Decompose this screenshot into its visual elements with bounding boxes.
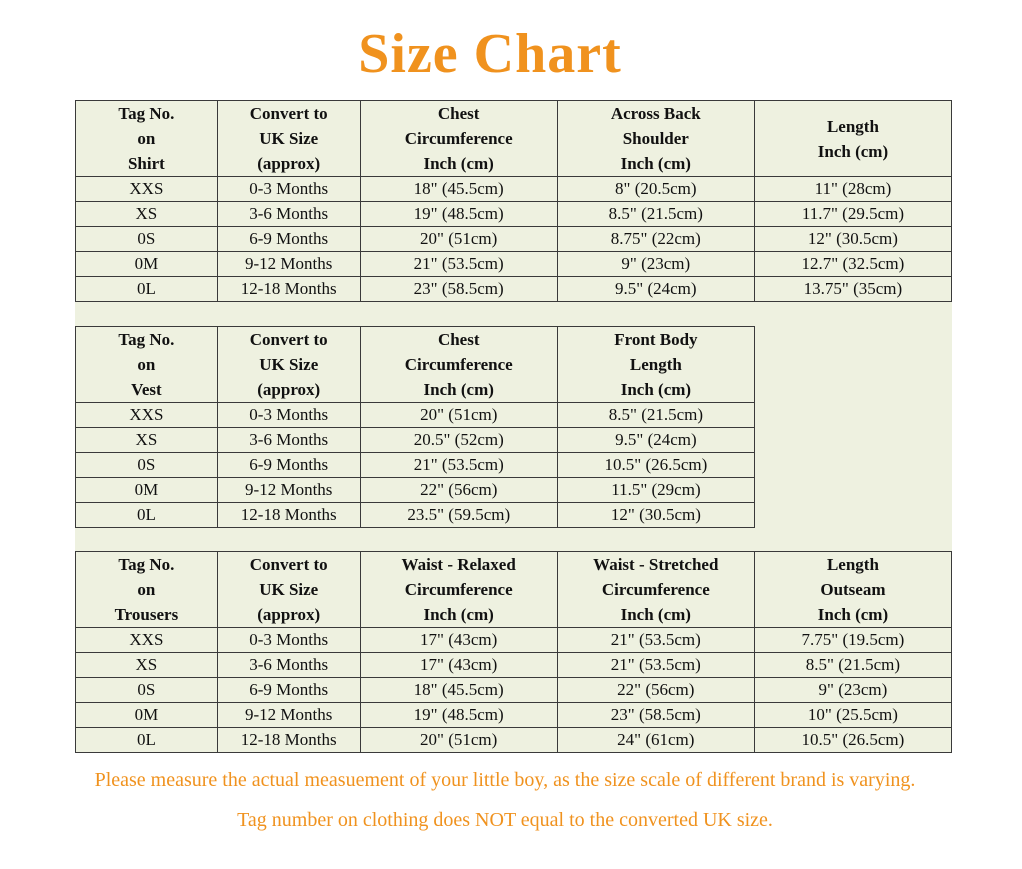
header-length: Length Inch (cm) (754, 101, 951, 177)
table-cell: 0S (76, 453, 218, 478)
spacer-band (75, 300, 952, 326)
table-cell: 22" (56cm) (557, 678, 754, 703)
table-cell: 6-9 Months (217, 453, 360, 478)
table-cell: 12-18 Months (217, 503, 360, 528)
table-cell: 13.75" (35cm) (754, 277, 951, 302)
header-tag-no: Tag No. on Shirt (76, 101, 218, 177)
table-cell: 11.7" (29.5cm) (754, 202, 951, 227)
table-cell: XS (76, 428, 218, 453)
table-cell: XXS (76, 177, 218, 202)
table-cell: 3-6 Months (217, 653, 360, 678)
table-row (76, 678, 952, 703)
table-cell: 19" (48.5cm) (360, 202, 557, 227)
table-cell: 9-12 Months (217, 703, 360, 728)
table-row (76, 628, 952, 653)
table-cell: 18" (45.5cm) (360, 678, 557, 703)
page-title: Size Chart (358, 23, 622, 85)
table-cell: 18" (45.5cm) (360, 177, 557, 202)
table-cell: XS (76, 653, 218, 678)
table-row (76, 252, 952, 277)
spacer-band (75, 525, 952, 551)
table-cell: 9.5" (24cm) (557, 277, 754, 302)
tag-number-note: Tag number on clothing does NOT equal to the converted UK size. (237, 809, 773, 831)
table-cell: 21" (53.5cm) (360, 252, 557, 277)
table-cell: 7.75" (19.5cm) (754, 628, 951, 653)
table-cell: 0-3 Months (217, 177, 360, 202)
table-row (76, 227, 952, 252)
vest-size-table (75, 326, 755, 528)
table-cell: 9" (23cm) (754, 678, 951, 703)
table-cell: 23" (58.5cm) (360, 277, 557, 302)
table-cell: 12-18 Months (217, 277, 360, 302)
table-cell: 12.7" (32.5cm) (754, 252, 951, 277)
table-cell: 0M (76, 252, 218, 277)
table-cell: 8.5" (21.5cm) (557, 403, 754, 428)
table-row (76, 503, 755, 528)
table-cell: 21" (53.5cm) (360, 453, 557, 478)
table-cell: 19" (48.5cm) (360, 703, 557, 728)
table-cell: 9-12 Months (217, 252, 360, 277)
table-cell: 20" (51cm) (360, 403, 557, 428)
table-cell: 0L (76, 277, 218, 302)
header-uk-size: Convert to UK Size (approx) (217, 327, 360, 403)
header-length-outseam: Length Outseam Inch (cm) (754, 552, 951, 628)
header-waist-stretched: Waist - Stretched Circumference Inch (cm) (557, 552, 754, 628)
table-cell: 11.5" (29cm) (557, 478, 754, 503)
table-header-row (76, 327, 755, 403)
header-chest: Chest Circumference Inch (cm) (360, 101, 557, 177)
table-header-row (76, 101, 952, 177)
table-cell: 3-6 Months (217, 428, 360, 453)
table-cell: 21" (53.5cm) (557, 628, 754, 653)
table-cell: 9.5" (24cm) (557, 428, 754, 453)
table-cell: 24" (61cm) (557, 728, 754, 753)
table-cell: 0-3 Months (217, 403, 360, 428)
table-row (76, 277, 952, 302)
table-cell: 8" (20.5cm) (557, 177, 754, 202)
header-across-back-shoulder: Across Back Shoulder Inch (cm) (557, 101, 754, 177)
table-cell: 0L (76, 728, 218, 753)
table-cell: XXS (76, 628, 218, 653)
table-cell: 17" (43cm) (360, 653, 557, 678)
table-row (76, 177, 952, 202)
table-row (76, 403, 755, 428)
table-row (76, 453, 755, 478)
table-cell: 12-18 Months (217, 728, 360, 753)
header-uk-size: Convert to UK Size (approx) (217, 552, 360, 628)
table-header-row (76, 552, 952, 628)
table-row (76, 202, 952, 227)
table-cell: 0-3 Months (217, 628, 360, 653)
table-row (76, 703, 952, 728)
table-cell: 3-6 Months (217, 202, 360, 227)
table-cell: XXS (76, 403, 218, 428)
table-cell: 20" (51cm) (360, 728, 557, 753)
table-cell: 6-9 Months (217, 678, 360, 703)
table-cell: XS (76, 202, 218, 227)
table-cell: 9-12 Months (217, 478, 360, 503)
table-cell: 8.5" (21.5cm) (754, 653, 951, 678)
table-row (76, 653, 952, 678)
table-cell: 20" (51cm) (360, 227, 557, 252)
header-chest: Chest Circumference Inch (cm) (360, 327, 557, 403)
table-cell: 0S (76, 227, 218, 252)
table-cell: 11" (28cm) (754, 177, 951, 202)
table-cell: 8.5" (21.5cm) (557, 202, 754, 227)
table-cell: 10" (25.5cm) (754, 703, 951, 728)
header-uk-size: Convert to UK Size (approx) (217, 101, 360, 177)
table-row (76, 728, 952, 753)
table-cell: 0M (76, 478, 218, 503)
table-cell: 0S (76, 678, 218, 703)
table-cell: 23.5" (59.5cm) (360, 503, 557, 528)
table-row (76, 478, 755, 503)
table-cell: 12" (30.5cm) (754, 227, 951, 252)
table-cell: 21" (53.5cm) (557, 653, 754, 678)
table-cell: 9" (23cm) (557, 252, 754, 277)
table-cell: 10.5" (26.5cm) (754, 728, 951, 753)
table-cell: 6-9 Months (217, 227, 360, 252)
table-cell: 20.5" (52cm) (360, 428, 557, 453)
trousers-size-table (75, 551, 952, 753)
table-cell: 23" (58.5cm) (557, 703, 754, 728)
table-cell: 8.75" (22cm) (557, 227, 754, 252)
shirt-size-table (75, 100, 952, 302)
spacer-band (755, 326, 952, 526)
table-cell: 17" (43cm) (360, 628, 557, 653)
header-front-body-length: Front Body Length Inch (cm) (557, 327, 754, 403)
measurement-note: Please measure the actual measuement of your little boy, as the size scale of different brand is varying. (94, 769, 916, 791)
table-cell: 0M (76, 703, 218, 728)
table-cell: 12" (30.5cm) (557, 503, 754, 528)
table-cell: 22" (56cm) (360, 478, 557, 503)
table-cell: 0L (76, 503, 218, 528)
table-row (76, 428, 755, 453)
header-waist-relaxed: Waist - Relaxed Circumference Inch (cm) (360, 552, 557, 628)
table-cell: 10.5" (26.5cm) (557, 453, 754, 478)
header-tag-no: Tag No. on Vest (76, 327, 218, 403)
header-tag-no: Tag No. on Trousers (76, 552, 218, 628)
